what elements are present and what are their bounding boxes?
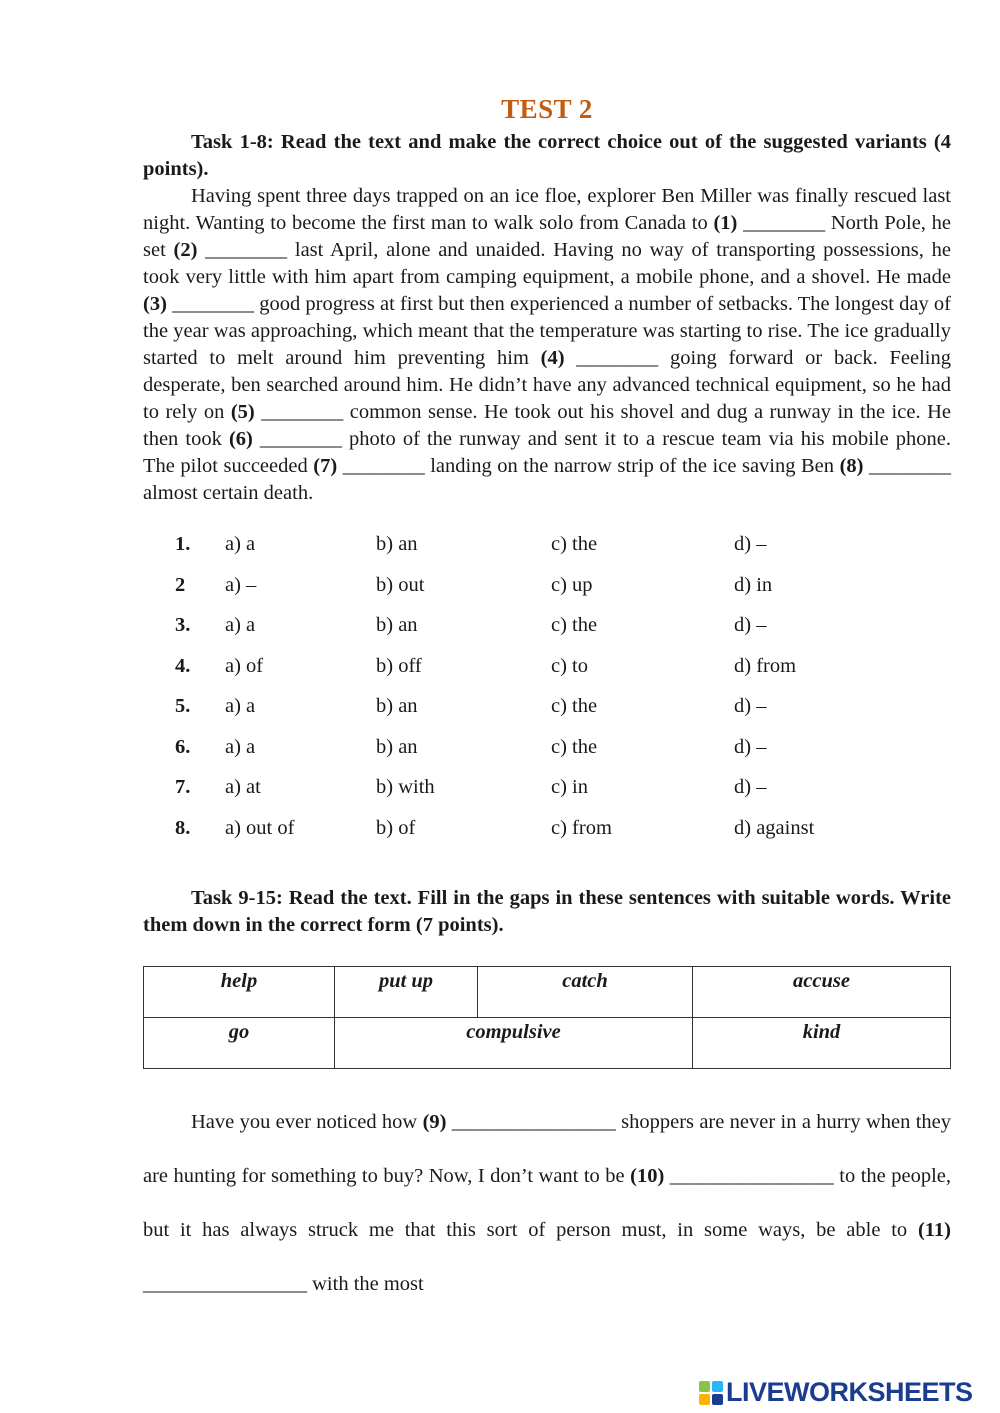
word-bank-cell: accuse (693, 967, 951, 1018)
word-bank-cell: compulsive (335, 1018, 693, 1069)
gap-number: (9) (422, 1111, 447, 1133)
question-number: 2 (175, 573, 186, 596)
option-b[interactable]: b) an (376, 735, 418, 758)
option-b[interactable]: b) off (376, 654, 422, 677)
option-a[interactable]: a) of (225, 654, 264, 677)
passage-text: ________ almost certain death. (143, 455, 951, 504)
passage-text: Have you ever noticed how (191, 1111, 423, 1133)
passage-text: ________ photo of the runway and sent it to a rescue team via his mobile phone. The pilot succeeded (143, 428, 952, 477)
choice-row (143, 736, 951, 777)
gap-number: (4) (540, 347, 565, 369)
question-number: 3. (175, 614, 191, 636)
passage-text: ________________ with the most (143, 1273, 424, 1295)
option-d[interactable]: d) from (734, 654, 797, 677)
question-number: 7. (175, 776, 191, 798)
word-bank-cell: kind (693, 1018, 951, 1069)
passage-text: Having spent three days trapped on an ice floe, explorer Ben Miller was finally rescued last night. Wanting to become the first man to walk solo from Canada to (143, 185, 951, 234)
task1-passage (143, 183, 951, 507)
choice-row (143, 574, 951, 615)
passage-text: ________ landing on the narrow strip of the ice saving Ben (337, 455, 840, 477)
option-d[interactable]: d) – (734, 776, 767, 798)
option-b[interactable]: b) with (376, 776, 435, 798)
option-b[interactable]: b) an (376, 533, 418, 555)
option-a[interactable]: a) at (225, 776, 261, 798)
choice-row (143, 776, 951, 817)
question-number: 6. (175, 735, 191, 758)
option-a[interactable]: a) out of (225, 816, 295, 839)
option-d[interactable]: d) – (734, 735, 767, 758)
gap-number: (11) (917, 1219, 951, 1241)
option-c[interactable]: c) the (551, 614, 598, 636)
choices-list (143, 533, 951, 857)
option-d[interactable]: d) – (734, 533, 767, 555)
option-c[interactable]: c) up (551, 573, 593, 596)
passage-text: ________ common sense. He took out his shovel and dug a runway in the ice. He then took (143, 401, 951, 450)
logo-text: LIVEWORKSHEETS (726, 1377, 973, 1407)
option-b[interactable]: b) an (376, 614, 418, 636)
choice-row (143, 533, 951, 574)
word-bank-cell: put up (335, 967, 478, 1018)
choice-row (143, 817, 951, 858)
gap-number: (10) (630, 1165, 665, 1187)
task2-heading: Task 9-15: Read the text. Fill in the gaps in these sentences with suitable words. Write them down in the correct form (7 points). (143, 887, 951, 936)
word-bank-cell: help (144, 967, 335, 1018)
gap-number: (6) (228, 428, 253, 450)
gap-number: (8) (839, 455, 864, 477)
task1-heading: Task 1-8: Read the text and make the correct choice out of the suggested variants (4 points). (143, 131, 951, 180)
word-bank-cell: catch (478, 967, 693, 1018)
option-d[interactable]: d) in (734, 573, 773, 596)
option-c[interactable]: c) the (551, 695, 598, 717)
option-d[interactable]: d) – (734, 614, 767, 636)
passage-text: ________ last April, alone and unaided. Having no way of transporting possessions, he took very little with him apart from camping equipment, a mobile phone, and a shovel. He made (143, 239, 951, 288)
liveworksheets-logo-icon (698, 1380, 724, 1406)
choice-row (143, 614, 951, 655)
choice-row (143, 655, 951, 696)
option-b[interactable]: b) an (376, 695, 418, 717)
gap-number: (3) (143, 293, 167, 315)
option-a[interactable]: a) – (225, 573, 257, 596)
option-c[interactable]: c) the (551, 533, 598, 555)
passage-text: ________________ shoppers are never in a hurry when they are hunting for something to buy? Now, I don’t want to be (143, 1111, 951, 1187)
option-a[interactable]: a) a (225, 614, 256, 636)
option-b[interactable]: b) out (376, 573, 425, 596)
passage-text: ________ North Pole, he set (143, 212, 951, 261)
question-number: 5. (175, 695, 191, 717)
option-a[interactable]: a) a (225, 695, 256, 717)
passage-text: ________________ to the people, but it has always struck me that this sort of person must, in some ways, be able to (143, 1165, 951, 1241)
choice-row (143, 695, 951, 736)
gap-number: (1) (713, 212, 738, 234)
gap-number: (2) (173, 239, 198, 261)
option-c[interactable]: c) to (551, 654, 588, 677)
option-d[interactable]: d) – (734, 695, 767, 717)
option-b[interactable]: b) of (376, 816, 416, 839)
option-c[interactable]: c) in (551, 776, 588, 798)
question-number: 4. (175, 654, 191, 677)
task2-passage (143, 1095, 951, 1311)
word-bank-table (143, 966, 951, 1069)
worksheet-page (143, 94, 951, 1332)
option-c[interactable]: c) the (551, 735, 598, 758)
option-d[interactable]: d) against (734, 816, 815, 839)
question-number: 8. (175, 816, 191, 839)
gap-number: (7) (313, 455, 338, 477)
question-number: 1. (175, 533, 191, 555)
passage-text: ________ good progress at first but then experienced a number of setbacks. The longest day of the year was approaching, which meant that the temperature was starting to rise. The ice gradually started to melt around him preventing him (143, 293, 951, 369)
word-bank-cell: go (144, 1018, 335, 1069)
liveworksheets-logo[interactable] (698, 1377, 973, 1408)
passage-text: ________ going forward or back. Feeling desperate, ben searched around him. He didn’t have any advanced technical equipment, so he had to rely on (143, 347, 952, 423)
page-title: TEST 2 (501, 94, 593, 124)
option-a[interactable]: a) a (225, 735, 256, 758)
gap-number: (5) (230, 401, 255, 423)
option-a[interactable]: a) a (225, 533, 256, 555)
option-c[interactable]: c) from (551, 816, 612, 839)
